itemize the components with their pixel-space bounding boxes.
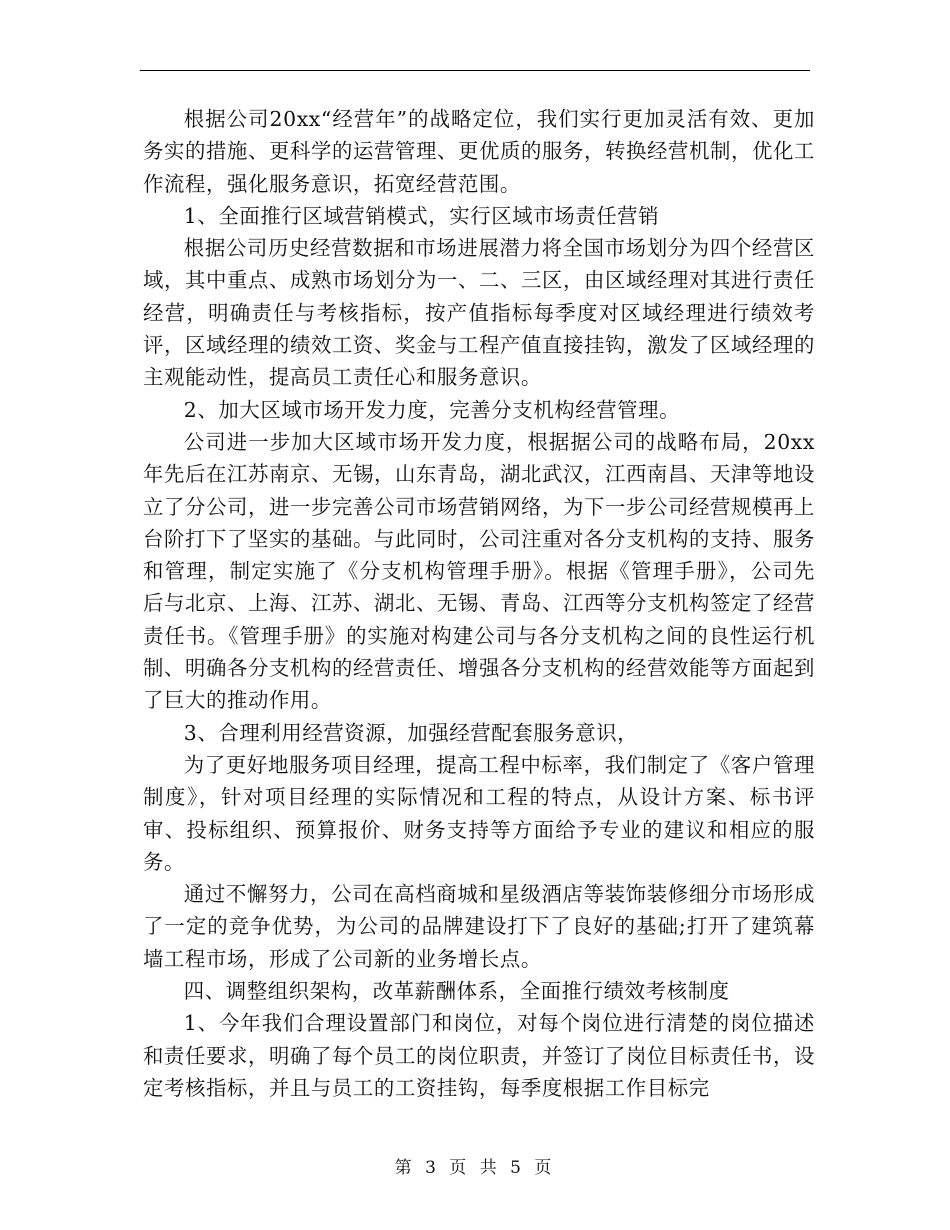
heading-1: 1、全面推行区域营销模式，实行区域市场责任营销 (183, 203, 660, 228)
heading-2: 2、加大区域市场开发力度，完善分支机构经营管理。 (183, 397, 681, 422)
section-heading: 四、调整组织架构，改革薪酬体系，全面推行绩效考核制度 (183, 979, 730, 1004)
paragraph-5: 通过不懈努力，公司在高档商城和星级酒店等装饰装修细分市场形成了一定的竞争优势，为公司的品牌建设打下了良好的基础;打开了建筑幕墙工程市场，形成了公司新的业务增长点。 (143, 882, 815, 971)
body-text (143, 103, 815, 1104)
heading-3: 3、合理利用经营资源，加强经营配套服务意识， (183, 720, 639, 745)
paragraph-1: 根据公司20xx“经营年”的战略定位，我们实行更加灵活有效、更加务实的措施、更科学的运营管理、更优质的服务，转换经营机制，优化工作流程，强化服务意识，拓宽经营范围。 (143, 107, 815, 196)
page-footer: 第 3 页 共 5 页 (394, 1158, 556, 1178)
paragraph-2: 根据公司历史经营数据和市场进展潜力将全国市场划分为四个经营区域，其中重点、成熟市场划分为一、二、三区，由区域经理对其进行责任经营，明确责任与考核指标，按产值指标每季度对区域经理进行绩效考评，区域经理的绩效工资、奖金与工程产值直接挂钩，激发了区域经理的主观能动性，提高员工责任心和服务意识。 (143, 236, 815, 390)
paragraph-3: 公司进一步加大区域市场开发力度，根据据公司的战略布局，20xx年先后在江苏南京、无锡，山东青岛，湖北武汉，江西南昌、天津等地设立了分公司，进一步完善公司市场营销网络，为下一步公司经营规模再上台阶打下了坚实的基础。与此同时，公司注重对各分支机构的支持、服务和管理，制定实施了《分支机构管理手册》。根据《管理手册》，公司先后与北京、上海、江苏、湖北、无锡、青岛、江西等分支机构签定了经营责任书。《管理手册》的实施对构建公司与各分支机构之间的良性运行机制、明确各分支机构的经营责任、增强各分支机构的经营效能等方面起到了巨大的推动作用。 (143, 429, 815, 713)
paragraph-6: 1、今年我们合理设置部门和岗位，对每个岗位进行清楚的岗位描述和责任要求，明确了每个员工的岗位职责，并签订了岗位目标责任书，设定考核指标，并且与员工的工资挂钩，每季度根据工作目标完 (143, 1011, 815, 1100)
header-rule (140, 70, 810, 71)
paragraph-4: 为了更好地服务项目经理，提高工程中标率，我们制定了《客户管理制度》，针对项目经理的实际情况和工程的特点，从设计方案、标书评审、投标组织、预算报价、财务支持等方面给予专业的建议和相应的服务。 (143, 752, 815, 874)
